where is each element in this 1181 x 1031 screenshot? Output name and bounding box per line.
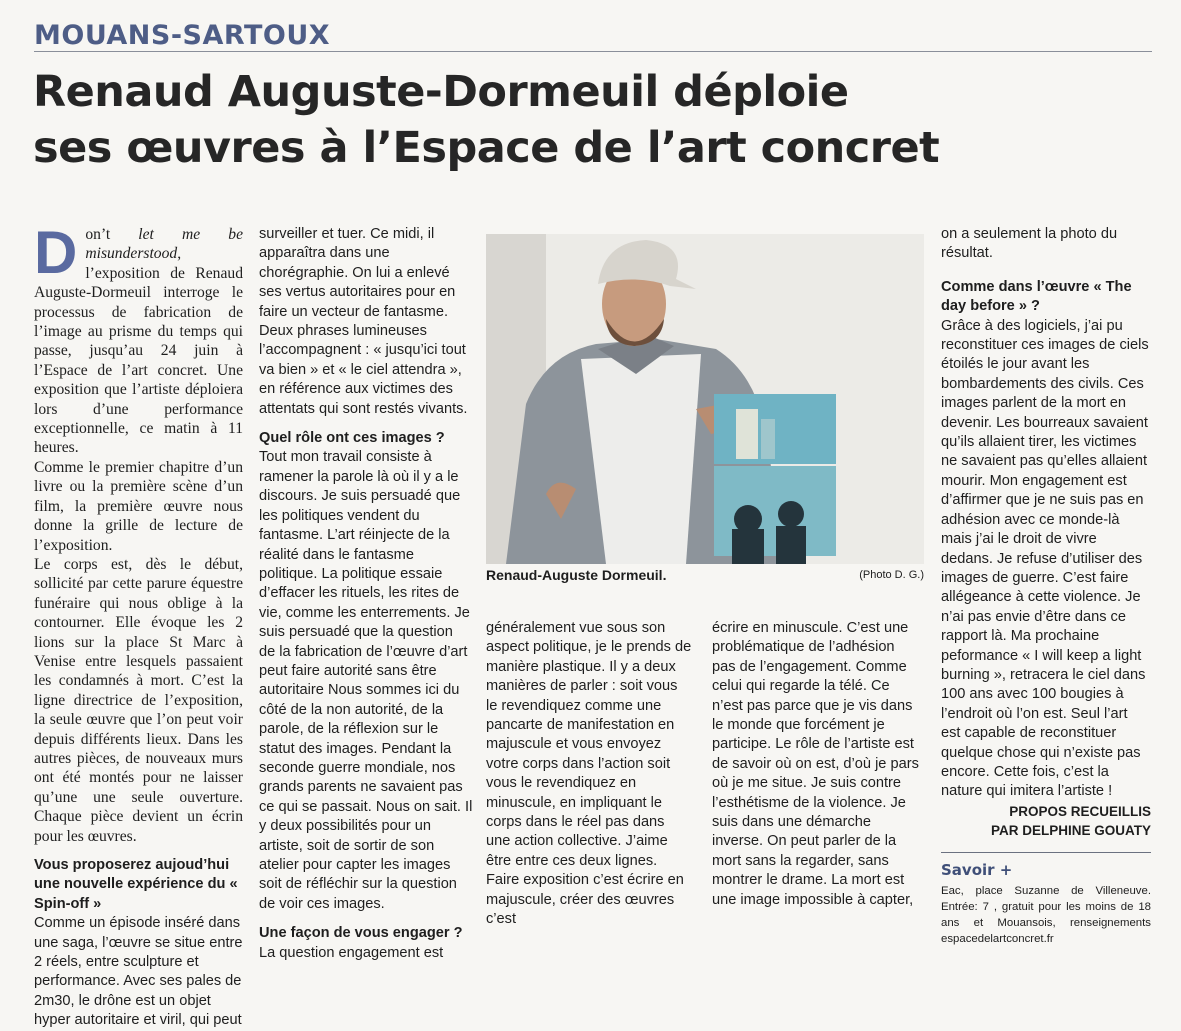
info-box-title: Savoir + [941, 860, 1013, 879]
paragraph: Le corps est, dès le début, sollicité par cette parure équestre funéraire qui nous oblige à la contourner. Elle évoque les 2 lions sur la place St Marc à Venise entre lesquels passaient les condamnés à mort. C’est la ligne directrice de l’exposition, la seule œuvre que l’on peut voir depuis différents lieux. Dans les autres pièces, de nouveaux murs ont été montés pour ne laisser qu’une une seule ouverture. Chaque pièce devient un écrin pour les œuvres. [34, 555, 243, 845]
paragraph: généralement vue sous son aspect politique, je le prends de manière plastique. Il y a deux manières de parler : soit vous le revendiquez comme une pancarte de manifestation en majuscule et vous envoyez votre corps dans l’action soit vous le revendiquez en minuscule, en impliquant le corps dans le réel pas dans une action collective. J’aime être entre ces deux lignes. Faire exposition c’est écrire en majuscule, créer des œuvres c’est [486, 620, 692, 928]
question-subhead: Comme dans l’œuvre « The day before » ? [941, 278, 1132, 315]
section-rule [34, 51, 1152, 52]
paragraph: surveiller et tuer. Ce midi, il apparaîtra dans une chorégraphie. On lui a enlevé ses vertus autoritaires pour en faire un vecteur de fantasme. Deux phrases lumineuses l’accompagnent : « jusqu’ici tout va bien » et « le ciel attendra », en référence aux victimes des attentats qui sont restés vivants. [259, 226, 468, 417]
headline-line-2: ses œuvres à l’Espace de l’art concret [33, 123, 940, 173]
paragraph: Grâce à des logiciels, j’ai pu reconstituer ces images de ciels étoilés le jour avant les bombardements des civils. Ces images parlent de la mort en devenir. Les bourreaux savaient qu’ils allaient tirer, les victimes ne savaient pas qu’elles allaient mourir. Mon engagement est d’affirmer que je ne suis pas en adhésion avec ce monde-là mais j’ai le droit de vivre dedans. Je refuse d’utiliser des images de guerre. C’est faire allégeance à cette violence. Je n’ai pas envie d’être dans ce rapport là. Ma prochaine peformance « I will keep a light burning », retracera le ciel dans 100 ans avec 100 bougies à l’endroit où l’on est. Seul l’art est capable de reconstituer quelque chose qui n’existe pas encore. Cette fois, c’est la nature qui imitera l’artiste ! [941, 317, 1149, 800]
column-4 [712, 619, 922, 908]
caption-name: Renaud-Auguste Dormeuil. [486, 567, 667, 583]
paragraph: Tout mon travail consiste à ramener la parole là où il y a le discours. Je suis persuadé que les politiques vendent du fantasme. L’art réinjecte de la réalité dans le fantasme politique. La politique essaie d’effacer les rituels, les rites de vie, comme les enterrements. Je suis persuadé que la question de la fabrication de l’œuvre d’art peut faire autorité sans être autoritaire Nous sommes ici du côté de la non autorité, de la parole, de la réflexion sur le statut des images. Pendant la seconde guerre mondiale, nos grands parents ne savaient pas ce qui se passait. Nous on sait. Il y deux possibilités pour un artiste, soit de sortir de son atelier pour capter les images soit de réfléchir sur la question de voir ces images. [259, 449, 473, 912]
paragraph: on a seulement la photo du résultat. [941, 226, 1118, 262]
column-3 [486, 619, 692, 928]
byline-line-2: PAR DELPHINE GOUATY [990, 822, 1151, 838]
paragraph: Comme le premier chapitre d’un livre ou la première scène d’un film, la première œuvre nous donne la grille de lecture de l’exposition. [34, 458, 243, 554]
info-box-body: Eac, place Suzanne de Villeneuve. Entrée: 7 , gratuit pour les moins de 18 ans et Mouansois, renseignements espacedelartconcret.fr [941, 884, 1151, 945]
headline-line-1: Renaud Auguste-Dormeuil déploie [33, 67, 849, 117]
info-box-rule [941, 852, 1151, 853]
column-5 [941, 225, 1151, 945]
artist-photo [486, 234, 924, 564]
paragraph: Comme un épisode inséré dans une saga, l’œuvre se situe entre 2 réels, entre sculpture et performance. Avec ses pales de 2m30, le drône est un objet hyper autoritaire et viril, qui peut [34, 915, 243, 1029]
artist-photo-illustration [486, 234, 924, 564]
question-subhead: Quel rôle ont ces images ? [259, 430, 445, 447]
column-2 [259, 225, 473, 961]
question-subhead: Vous proposerez aujoud’hui une nouvelle expérience du « Spin-off » [34, 857, 238, 912]
section-header: MOUANS-SARTOUX [34, 20, 331, 51]
intro-paragraph: Don’t let me be misunderstood, l’exposition de Renaud Auguste-Dormeuil interroge le processus de fabrication de l’image au prisme du temps qui passe, jusqu’au 24 juin à l’Espace de l’art concret. Une exposition que l’artiste déploiera lors d’une performance exceptionnelle, ce matin à 11 heures. [34, 219, 243, 457]
dropcap: D [34, 219, 78, 286]
byline-line-1: PROPOS RECUEILLIS [1009, 803, 1151, 819]
headline [33, 64, 1151, 176]
photo-credit: (Photo D. G.) [859, 569, 924, 581]
photo-caption [486, 567, 924, 583]
paragraph: écrire en minuscule. C’est une problématique de l’adhésion pas de l’engagement. Comme celui qui regarde la télé. Ce n’est pas parce que je vis dans le monde que forcément je participe. Le rôle de l’artiste est de savoir où on est, d’où je pars où je me situe. Je suis contre l’esthétisme de la violence. Je suis dans une démarche inverse. On peut parler de la mort sans la regarder, sans montrer le drame. La mort est une image impossible à capter, [712, 620, 919, 908]
paragraph: La question engagement est [259, 944, 444, 961]
question-subhead: Une façon de vous engager ? [259, 925, 463, 942]
column-1 [34, 219, 243, 1029]
